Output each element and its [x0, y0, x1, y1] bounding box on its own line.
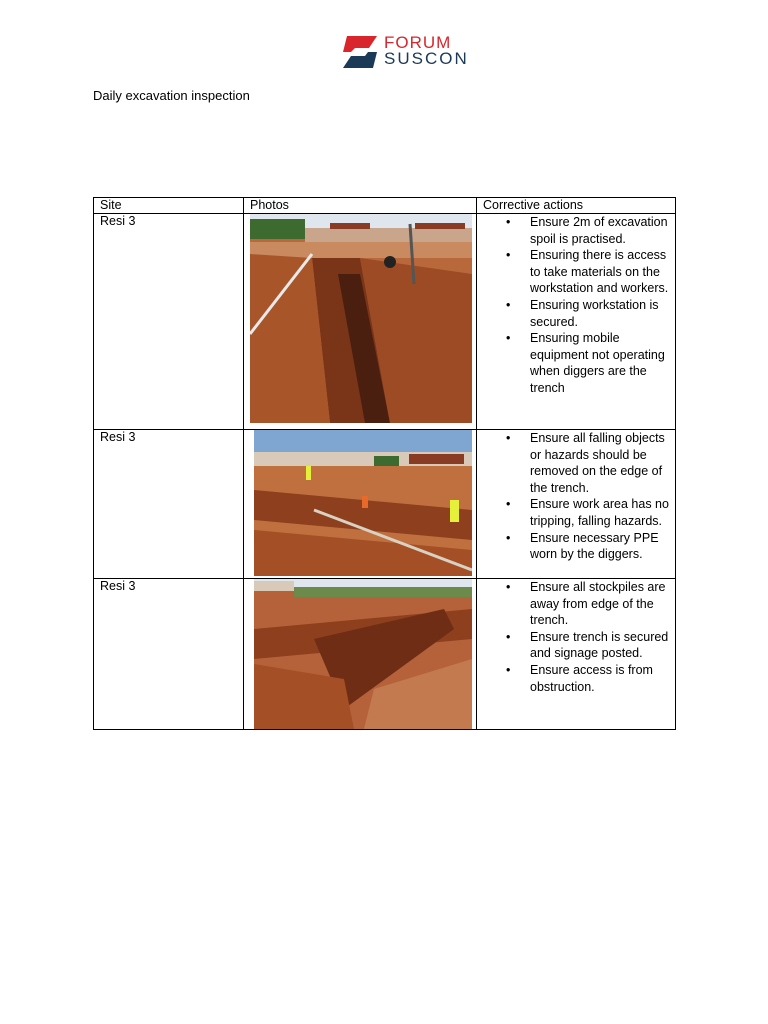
list-item: • Ensure trench is secured and signage posted. — [530, 629, 669, 662]
list-item: • Ensure necessary PPE worn by the diggers. — [530, 530, 669, 563]
logo-word-forum: FORUM — [384, 33, 452, 52]
photo-cell — [244, 579, 477, 730]
table-row — [94, 579, 676, 730]
table-header-row — [94, 198, 676, 214]
actions-cell — [477, 214, 676, 430]
header-corrective-actions: Corrective actions — [477, 198, 676, 214]
list-item: • Ensure 2m of excavation spoil is practised. — [530, 214, 669, 247]
site-cell: Resi 3 — [94, 214, 244, 430]
inspection-table — [93, 197, 676, 730]
logo-word-suscon: SUSCON — [384, 49, 469, 68]
table-row — [94, 430, 676, 579]
actions-cell — [477, 430, 676, 579]
list-item: • Ensure all falling objects or hazards should be removed on the edge of the trench. — [530, 430, 669, 496]
list-item: • Ensure access is from obstruction. — [530, 662, 669, 695]
excavation-trench-photo — [250, 214, 472, 423]
list-item: • Ensuring mobile equipment not operating when diggers are the trench — [530, 330, 669, 396]
actions-cell — [477, 579, 676, 730]
site-cell: Resi 3 — [94, 430, 244, 579]
list-item: • Ensure work area has no tripping, falling hazards. — [530, 496, 669, 529]
workers-in-trench-photo — [254, 430, 472, 576]
header-site: Site — [94, 198, 244, 214]
photo-cell — [244, 430, 477, 579]
site-cell: Resi 3 — [94, 579, 244, 730]
corrective-actions-list — [483, 430, 669, 563]
corrective-actions-list — [483, 579, 669, 695]
corrective-actions-list — [483, 214, 669, 397]
list-item: • Ensuring workstation is secured. — [530, 297, 669, 330]
page-title: Daily excavation inspection — [93, 88, 250, 103]
list-item: • Ensuring there is access to take materials on the workstation and workers. — [530, 247, 669, 297]
list-item: • Ensure all stockpiles are away from edge of the trench. — [530, 579, 669, 629]
photo-cell — [244, 214, 477, 430]
header-photos: Photos — [244, 198, 477, 214]
table-row — [94, 214, 676, 430]
company-logo — [343, 33, 469, 70]
stockpile-trench-photo — [254, 579, 472, 729]
suscon-logo-icon — [343, 36, 377, 68]
